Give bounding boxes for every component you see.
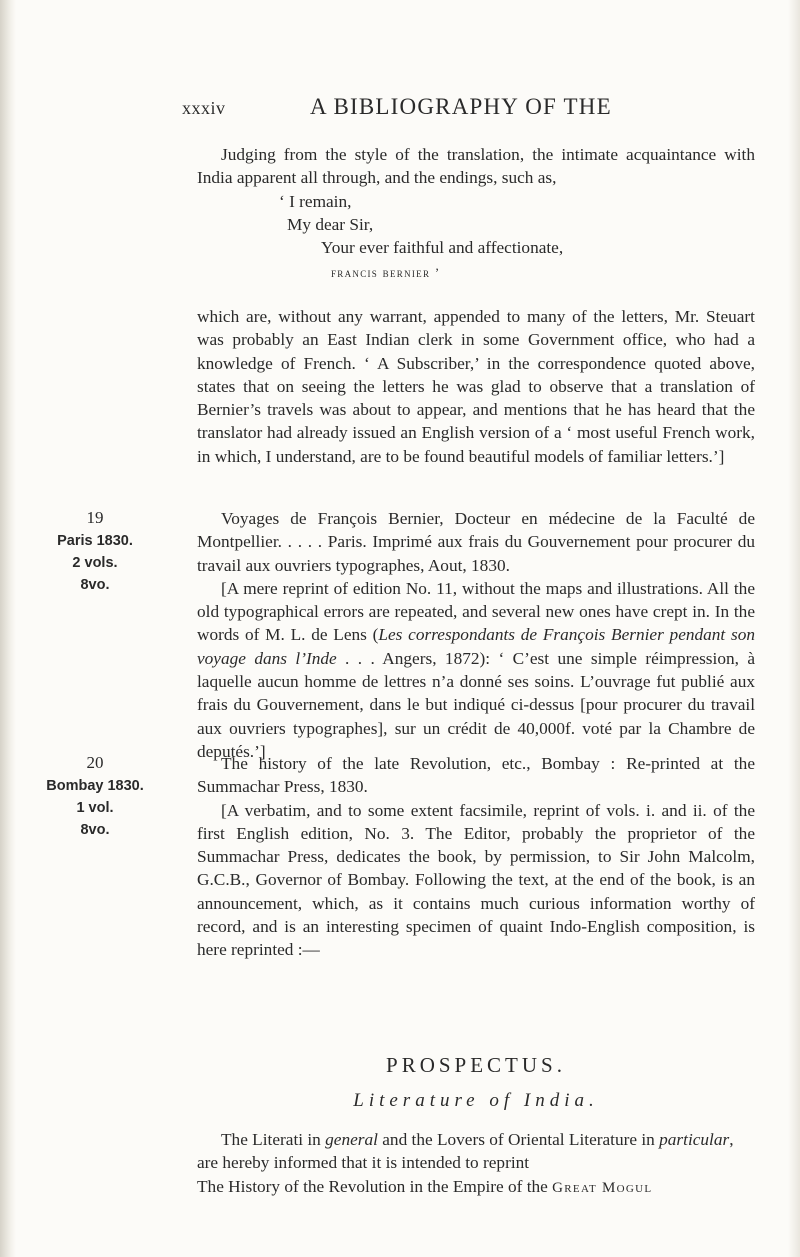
entry-number: 19 bbox=[86, 508, 104, 527]
entry-volumes: 2 vols. bbox=[72, 555, 118, 571]
paragraph-after-quote: which are, without any warrant, appended to many of the letters, Mr. Steuart was probably an East Indian clerk in some Government office, who had a knowledge of French. ‘ A Subscriber,’ in the correspondence quoted above, states that on seeing the letters he was glad to observe that a translation of Bernier’s travels was about to appear, and mentions that he has heard that the translator had already issued an English version of a ‘ most useful French work, in which, I understand, are to be found beautiful models of familiar letters.’] bbox=[197, 307, 755, 466]
margin-note-19 bbox=[30, 506, 160, 596]
page-number: xxxiv bbox=[182, 98, 226, 118]
entry-number: 20 bbox=[86, 753, 104, 772]
entry-20-note: [A verbatim, and to some extent facsimile, reprint of vols. i. and ii. of the first English edition, No. 3. The Editor, probably the proprietor of the Summachar Press, dedicates the book, by permission, to Sir John Malcolm, G.C.B., Governor of Bombay. Following the text, at the end of the book, is an announcement, which, as it contains much curious information worthy of record, and is an interesting specimen of quaint Indo-English composition, is here reprinted :— bbox=[197, 800, 755, 960]
entry-20 bbox=[197, 752, 755, 962]
entry-place-year: Bombay 1830. bbox=[46, 778, 144, 794]
running-title: A BIBLIOGRAPHY OF THE bbox=[310, 94, 612, 119]
quote-line-2: My dear Sir, bbox=[287, 215, 374, 234]
quote-signature: francis bernier ’ bbox=[331, 265, 441, 280]
prospectus-heading: PROSPECTUS. bbox=[386, 1053, 566, 1077]
entry-volumes: 1 vol. bbox=[76, 800, 114, 816]
entry-19-citation: Voyages de François Bernier, Docteur en médecine de la Faculté de Montpellier. . . . . Paris. Imprimé aux frais du Gouvernement pour procurer du travail aux ouvriers typographes, Aout, 1830. bbox=[197, 509, 755, 575]
page-edge bbox=[788, 0, 800, 1257]
entry-format: 8vo. bbox=[80, 577, 110, 593]
letter-closing-quote bbox=[197, 190, 755, 290]
prospectus-subheading: Literature of India. bbox=[353, 1090, 599, 1111]
entry-format: 8vo. bbox=[80, 822, 110, 838]
entry-19 bbox=[197, 507, 755, 763]
page-header bbox=[182, 94, 782, 124]
prospectus-text: The Literati in general and the Lovers of Oriental Literature in particular, are hereby informed that it is intended to reprint The History of the Revolution in the Empire of the Great Mogul bbox=[197, 1130, 734, 1196]
entry-19-note: [A mere reprint of edition No. 11, without the maps and illustrations. All the old typographical errors are repeated, and several new ones have crept in. In the words of M. L. de Lens (Les correspondants de François Bernier pendant son voyage dans l’Inde . . . Angers, 1872): ‘ C’est une simple réimpression, à laquelle aucun homme de lettres n’a donné ses soins. L’ouvrage fut publié aux frais du Gouvernement, dans le but indiqué ci-dessus [pour procurer du travail aux ouvriers typographes], sur un crédit de 40,000f. voté par la Chambre de deputés.’] bbox=[197, 578, 755, 761]
entry-20-citation: The history of the late Revolution, etc., Bombay : Re-printed at the Summachar Press, 1830. bbox=[197, 754, 755, 797]
intro-paragraph: Judging from the style of the translation, the intimate acquaintance with India apparent all through, and the endings, such as, bbox=[197, 145, 755, 188]
margin-note-20 bbox=[30, 751, 160, 841]
page-gutter-shadow bbox=[0, 0, 16, 1257]
quote-line-1: ‘ I remain, bbox=[279, 192, 352, 211]
entry-place-year: Paris 1830. bbox=[57, 533, 133, 549]
quote-line-3: Your ever faithful and affectionate, bbox=[321, 238, 564, 257]
